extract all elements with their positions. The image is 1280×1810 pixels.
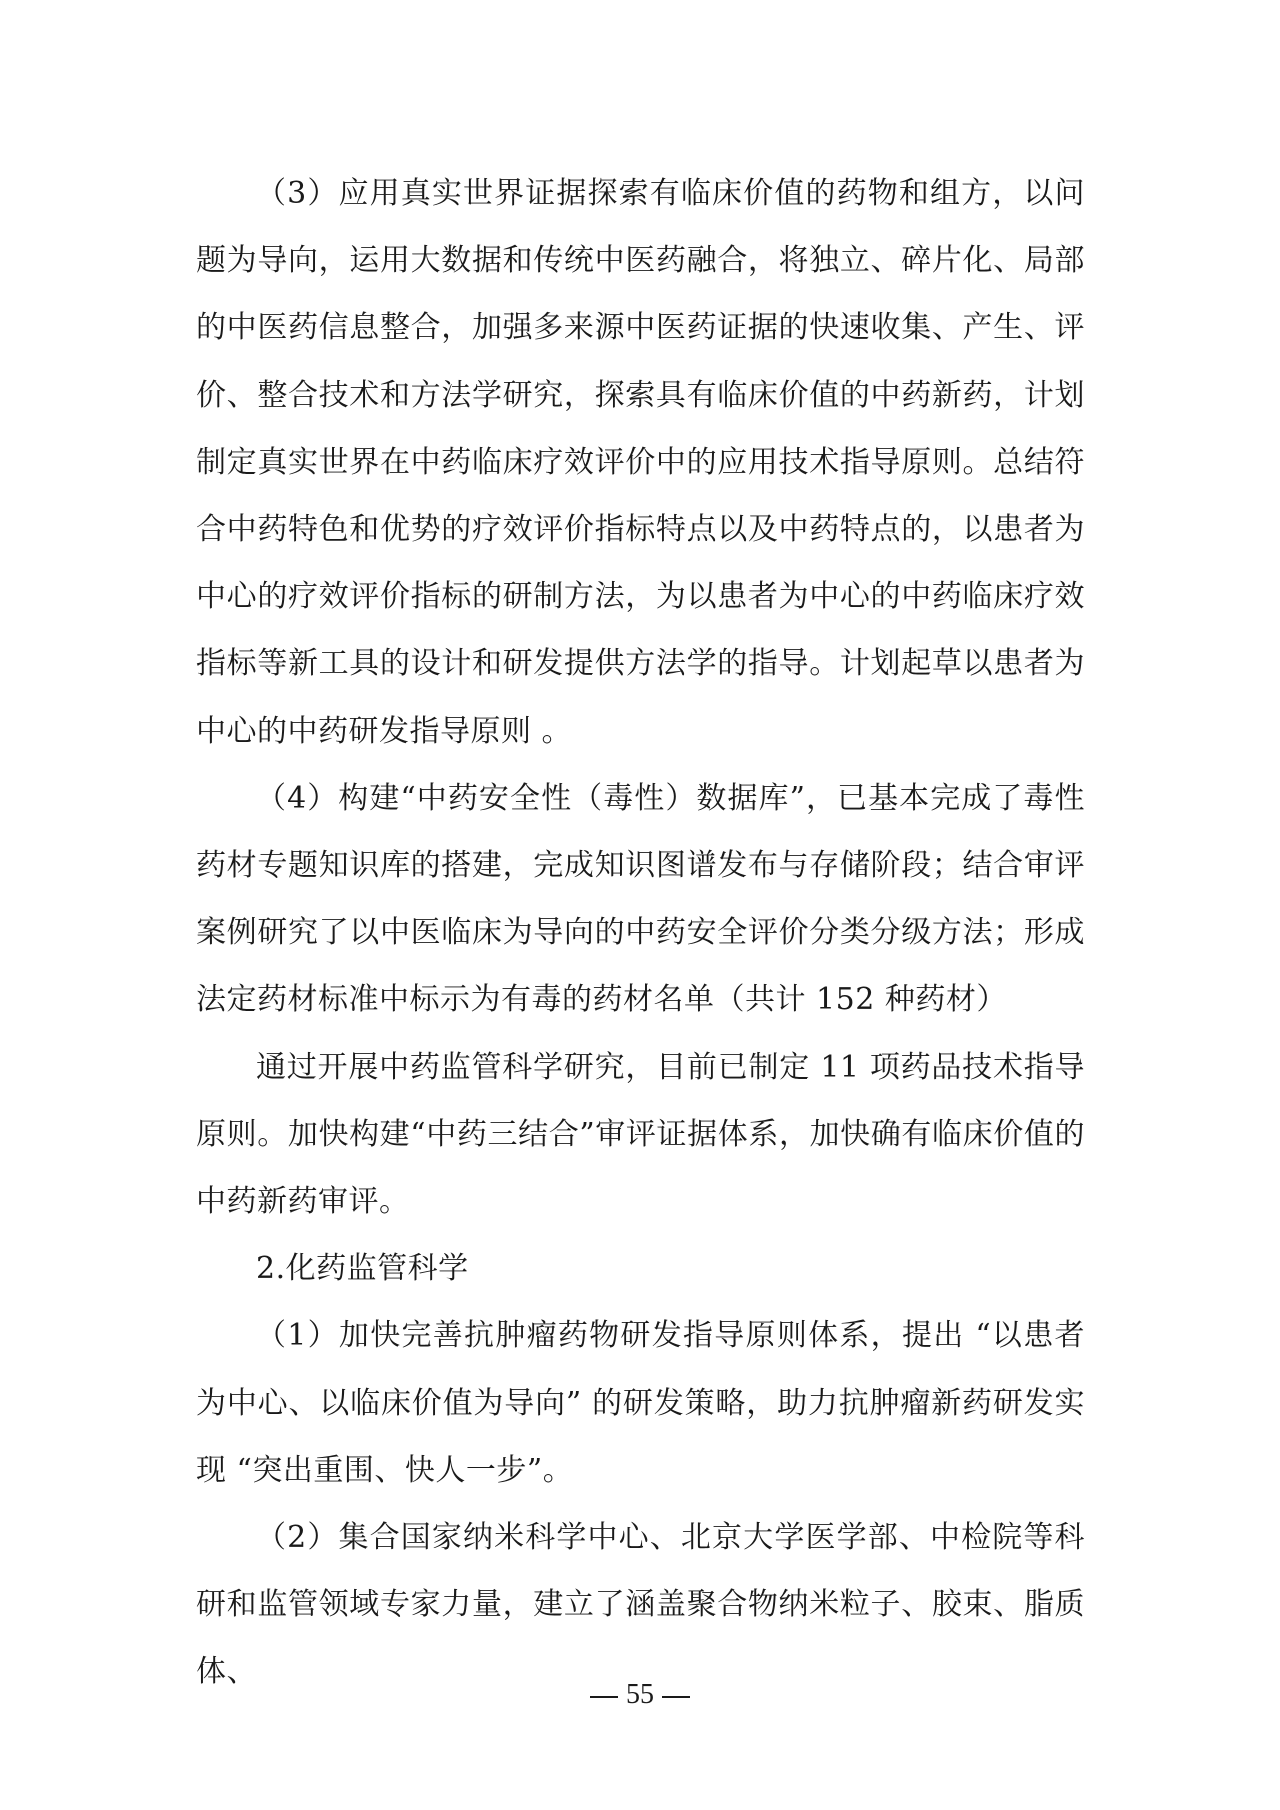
- section-heading: 2.化药监管科学: [256, 1251, 469, 1287]
- paragraph-chem-2: （2）集合国家纳米科学中心、北京大学医学部、中检院等科研和监管领域专家力量，建立了涵盖聚合物纳米粒子、胶束、脂质体、: [196, 1520, 1085, 1690]
- body-text: [196, 160, 1085, 1706]
- paragraph-chem-1: （1）加快完善抗肿瘤药物研发指导原则体系，提出 “以患者为中心、以临床价值为导向” 的研发策略，助力抗肿瘤新药研发实现 “突出重围、快人一步”。: [196, 1318, 1085, 1488]
- dash-left: [590, 1696, 618, 1698]
- paragraph-item-3: （3）应用真实世界证据探索有临床价值的药物和组方，以问题为导向，运用大数据和传统中医药融合，将独立、碎片化、局部的中医药信息整合，加强多来源中医药证据的快速收集、产生、评价、整合技术和方法学研究，探索具有临床价值的中药新药，计划制定真实世界在中药临床疗效评价中的应用技术指导原则。总结符合中药特色和优势的疗效评价指标特点以及中药特点的，以患者为中心的疗效评价指标的研制方法，为以患者为中心的中药临床疗效指标等新工具的设计和研发提供方法学的指导。计划起草以患者为中心的中药研发指导原则 。: [196, 176, 1085, 749]
- paragraph-summary: 通过开展中药监管科学研究，目前已制定 11 项药品技术指导原则。加快构建“中药三结合”审评证据体系，加快确有临床价值的中药新药审评。: [196, 1049, 1085, 1220]
- page-footer: [0, 1675, 1280, 1715]
- page-number: 55: [626, 1679, 654, 1710]
- paragraph-item-4: （4）构建“中药安全性（毒性）数据库”，已基本完成了毒性药材专题知识库的搭建，完成知识图谱发布与存储阶段；结合审评案例研究了以中医临床为导向的中药安全评价分类分级方法；形成法定药材标准中标示为有毒的药材名单（共计 152 种药材）: [196, 780, 1085, 1018]
- dash-right: [662, 1696, 690, 1698]
